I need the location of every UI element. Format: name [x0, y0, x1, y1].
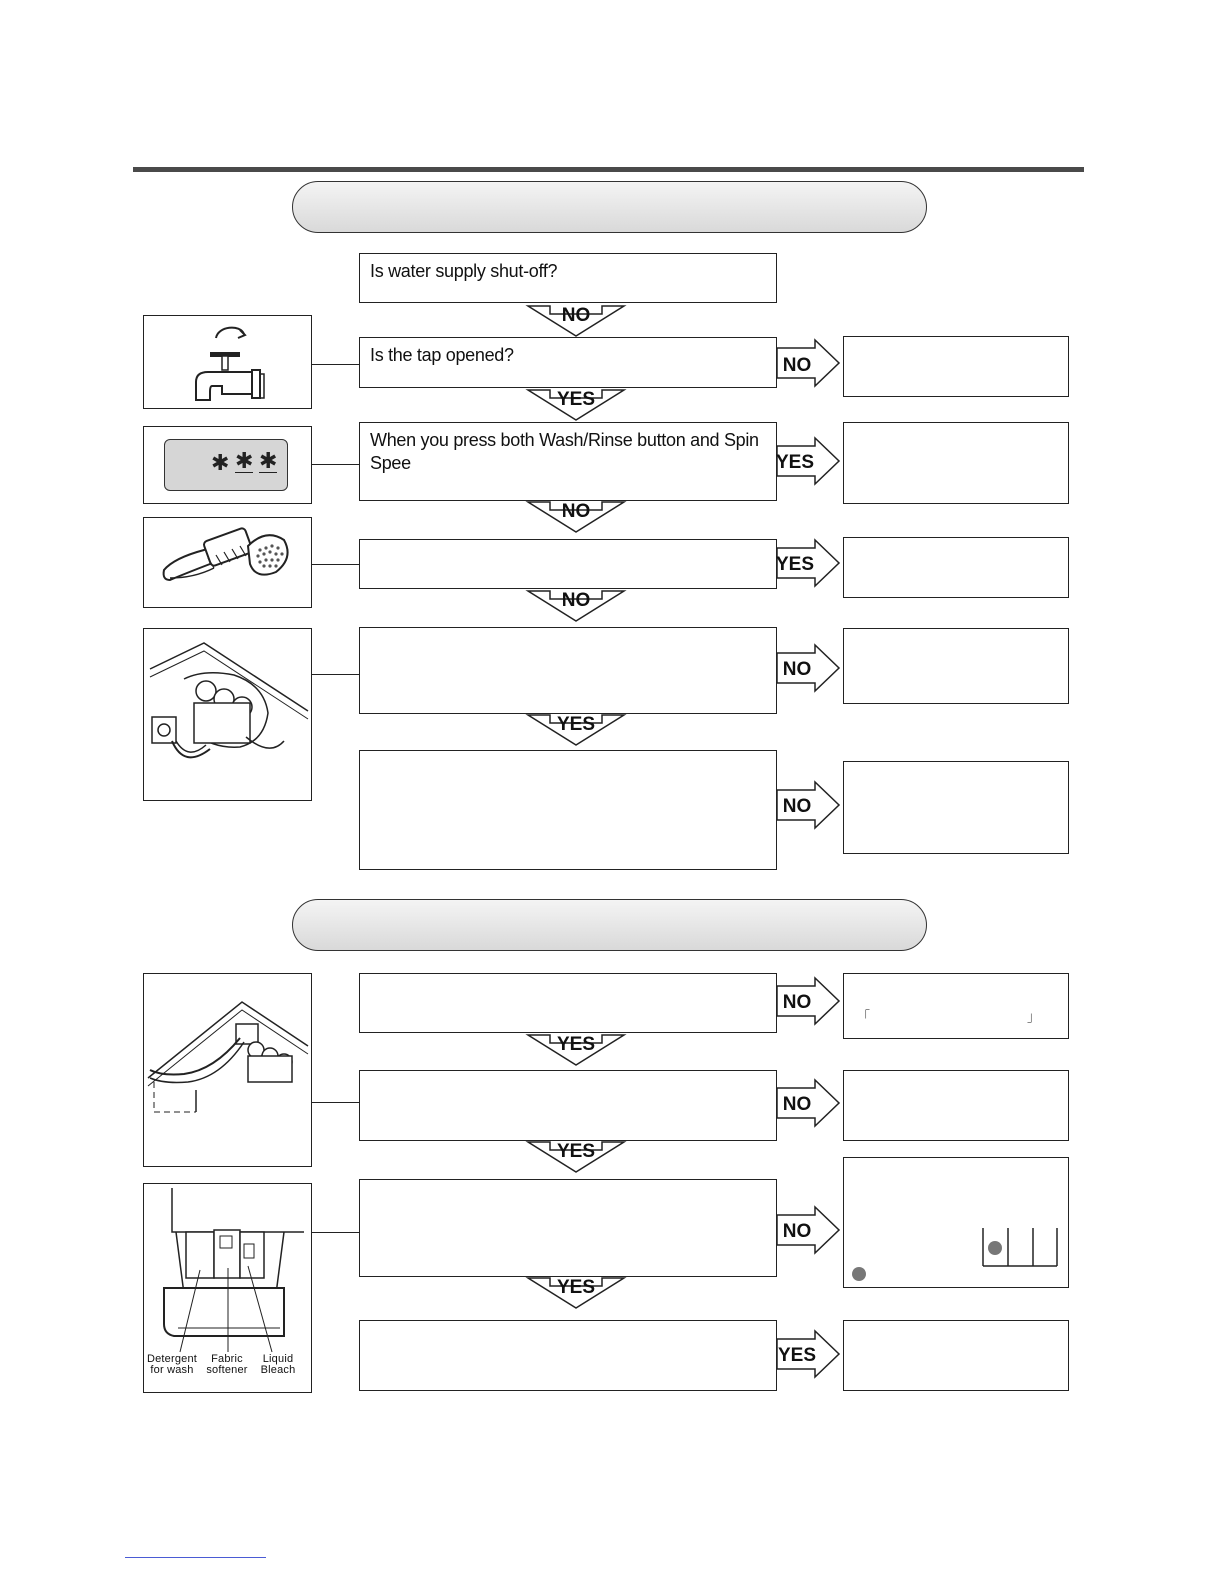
water-valve-icon: [144, 629, 310, 799]
side-label-4: NO: [782, 659, 812, 680]
connector-tap: [312, 364, 359, 365]
result-box-2: [843, 422, 1069, 504]
connector-valve: [312, 674, 359, 675]
result-box-1: [843, 336, 1069, 397]
section-header-2: [292, 899, 927, 951]
connector-display: [312, 464, 359, 465]
display-digit-3: ✱: [259, 448, 278, 473]
down-arrow-5: [526, 713, 626, 747]
question-tap-opened: [359, 337, 777, 388]
question-6: [359, 750, 777, 870]
side-arrow-1: [775, 338, 841, 388]
label-fabric-text: Fabric softener: [206, 1353, 248, 1376]
label-detergent-text: Detergent for wash: [146, 1353, 198, 1376]
side-arrow-8: [775, 1205, 841, 1255]
down-label-2: YES: [556, 389, 596, 410]
side-arrow-9: [775, 1329, 841, 1379]
side-label-2: YES: [775, 452, 815, 473]
side-arrow-6: [775, 976, 841, 1026]
side-label-8: NO: [782, 1221, 812, 1242]
question-8: [359, 1070, 777, 1141]
tap-image: [143, 315, 312, 409]
top-rule: [133, 167, 1084, 172]
side-label-1: NO: [782, 355, 812, 376]
brush-image: [143, 517, 312, 608]
side-arrow-4: [775, 643, 841, 693]
down-label-3: NO: [561, 501, 591, 522]
detergent-drawer-icon: [144, 1184, 310, 1354]
down-label-6: YES: [556, 1034, 596, 1055]
side-label-7: NO: [782, 1094, 812, 1115]
down-arrow-1: [526, 304, 626, 338]
side-label-9: YES: [777, 1345, 817, 1366]
inlet-valve-icon: [144, 974, 310, 1165]
connector-inlet: [312, 1102, 359, 1103]
down-label-1: NO: [561, 305, 591, 326]
label-bleach: [256, 1354, 300, 1376]
indicator-diagram: [844, 1158, 1068, 1286]
result-box-5: [843, 761, 1069, 854]
connector-drawer: [312, 1232, 359, 1233]
display-image: [143, 426, 312, 504]
side-label-6: NO: [782, 992, 812, 1013]
result-box-3: [843, 537, 1069, 598]
question-text: When you press both Wash/Rinse button and Spin Spee: [370, 430, 759, 473]
bracket-open: 「: [857, 1009, 871, 1024]
down-arrow-6: [526, 1033, 626, 1067]
bracket-close: 」: [1027, 1009, 1041, 1024]
side-arrow-2: [775, 436, 841, 486]
result-box-7: [843, 1070, 1069, 1141]
down-arrow-7: [526, 1140, 626, 1174]
down-arrow-4: [526, 589, 626, 623]
drawer-image: [143, 1183, 312, 1393]
down-arrow-2: [526, 388, 626, 422]
side-label-5: NO: [782, 796, 812, 817]
down-arrow-8: [526, 1276, 626, 1310]
down-label-4: NO: [561, 590, 591, 611]
display-panel-icon: [164, 439, 288, 491]
label-bleach-text: Liquid Bleach: [260, 1353, 296, 1376]
question-text: Is water supply shut-off?: [370, 261, 558, 281]
result-box-9: [843, 1320, 1069, 1391]
label-fabric: [204, 1354, 250, 1376]
down-label-7: YES: [556, 1141, 596, 1162]
section-header-1: [292, 181, 927, 233]
question-water-supply: [359, 253, 777, 303]
question-button-press: [359, 422, 777, 501]
inlet-image: [143, 973, 312, 1167]
tap-icon: [144, 316, 310, 407]
footer-link-underline[interactable]: [125, 1557, 266, 1558]
label-detergent: [146, 1354, 198, 1376]
result-box-4: [843, 628, 1069, 704]
question-text: Is the tap opened?: [370, 345, 514, 365]
side-arrow-7: [775, 1078, 841, 1128]
brush-icon: [144, 518, 310, 606]
down-label-5: YES: [556, 714, 596, 735]
down-label-8: YES: [556, 1277, 596, 1298]
side-arrow-5: [775, 780, 841, 830]
display-digit-1: ✱: [211, 450, 230, 475]
question-7: [359, 973, 777, 1033]
side-label-3: YES: [775, 554, 815, 575]
question-10: [359, 1320, 777, 1391]
question-9: [359, 1179, 777, 1277]
valve-image: [143, 628, 312, 801]
side-arrow-3: [775, 538, 841, 588]
question-5: [359, 627, 777, 714]
connector-brush: [312, 564, 359, 565]
down-arrow-3: [526, 500, 626, 534]
result-box-8: [843, 1157, 1069, 1288]
display-digit-2: ✱: [235, 448, 254, 473]
question-4: [359, 539, 777, 589]
